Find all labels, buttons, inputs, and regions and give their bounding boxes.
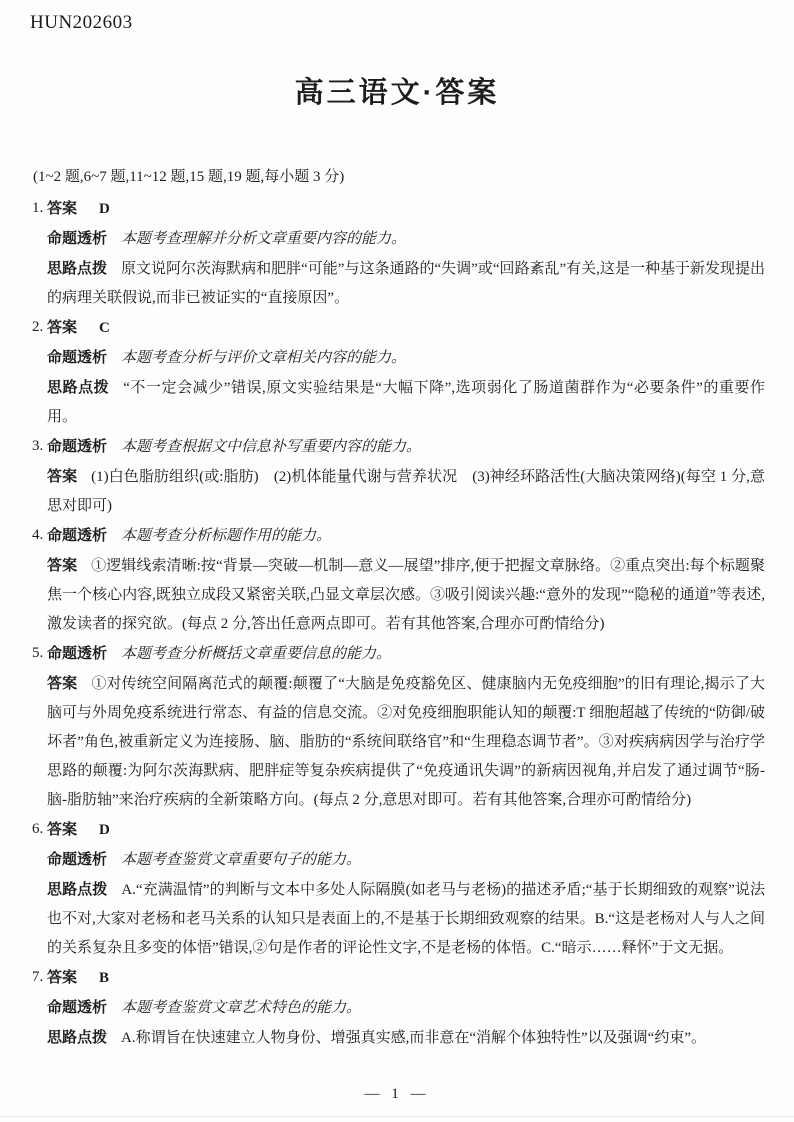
answer-label: 答案 xyxy=(47,557,78,574)
answer-body xyxy=(0,163,794,1053)
analysis-label: 命题透析 xyxy=(47,851,108,868)
analysis-line xyxy=(47,224,765,254)
analysis-text: 本题考查分析标题作用的能力。 xyxy=(121,528,332,544)
analysis-label: 命题透析 xyxy=(47,999,108,1016)
answer-line xyxy=(47,815,765,845)
answer-item-7 xyxy=(32,963,765,1053)
item-number: 1. xyxy=(32,200,44,216)
guidance-label: 思路点拨 xyxy=(47,881,108,898)
analysis-line xyxy=(47,639,765,669)
analysis-label: 命题透析 xyxy=(47,645,108,662)
answer-items xyxy=(32,194,765,1053)
answer-text: (1)白色脂肪组织(或:脂肪) (2)机体能量代谢与营养状况 (3)神经环路活性(大脑决策网络)(每空 1 分,意思对即可) xyxy=(47,469,765,514)
document-code: HUN202603 xyxy=(30,12,133,33)
guidance-line xyxy=(47,875,765,963)
analysis-text: 本题考查鉴赏文章艺术特色的能力。 xyxy=(121,1000,362,1016)
scan-edge-line xyxy=(0,1116,794,1117)
guidance-text: A.“充满温情”的判断与文本中多处人际隔膜(如老马与老杨)的描述矛盾;“基于长期细致的观察”说法也不对,大家对老杨和老马关系的认知只是表面上的,不是基于长期细致观察的结果。B.“这是老杨对人与人之间的关系复杂且多变的体悟”错误,②句是作者的评论性文字,不是老杨的体悟。C.“暗示……释怀”于文无据。 xyxy=(47,882,765,956)
guidance-text: “不一定会减少”错误,原文实验结果是“大幅下降”,选项弱化了肠道菌群作为“必要条件”的重要作用。 xyxy=(47,380,765,425)
answer-text: ①逻辑线索清晰:按“背景—突破—机制—意义—展望”排序,便于把握文章脉络。②重点突出:每个标题聚焦一个核心内容,既独立成段又紧密关联,凸显文章层次感。③吸引阅读兴趣:“意外的发现”“隐秘的通道”等表述,激发读者的探究欲。(每点 2 分,答出任意两点即可。若有其他答案,合理亦可酌情给分) xyxy=(47,558,765,632)
answer-choice: D xyxy=(99,201,111,217)
guidance-line xyxy=(47,254,765,313)
answer-line xyxy=(47,669,765,815)
answer-label: 答案 xyxy=(47,468,78,485)
item-number: 7. xyxy=(32,969,44,985)
item-number: 4. xyxy=(32,527,44,543)
answer-text: ①对传统空间隔离范式的颠覆:颠覆了“大脑是免疫豁免区、健康脑内无免疫细胞”的旧有理论,揭示了大脑可与外周免疫系统进行常态、有益的信息交流。②对免疫细胞职能认知的颠覆:T 细胞超越了传统的“防御/破坏者”角色,被重新定义为连接肠、脑、脂肪的“系统间联络官”和“生理稳态调节者”。③对疾病病因学与治疗学思路的颠覆:为阿尔茨海默病、肥胖症等复杂疾病提供了“免疫通讯失调”的新病因视角,并启发了通过调节“肠-脑-脂肪轴”来治疗疾病的全新策略方向。(每点 2 分,意思对即可。若有其他答案,合理亦可酌情给分) xyxy=(47,676,765,808)
answer-label: 答案 xyxy=(47,319,78,336)
guidance-label: 思路点拨 xyxy=(47,1029,108,1046)
analysis-label: 命题透析 xyxy=(47,230,108,247)
item-number: 3. xyxy=(32,438,44,454)
analysis-text: 本题考查理解并分析文章重要内容的能力。 xyxy=(121,231,407,247)
answer-choice: D xyxy=(99,822,111,838)
answer-item-5 xyxy=(32,639,765,815)
guidance-line xyxy=(47,373,765,432)
analysis-label: 命题透析 xyxy=(47,349,108,366)
guidance-label: 思路点拨 xyxy=(47,379,110,396)
analysis-text: 本题考查分析概括文章重要信息的能力。 xyxy=(121,646,392,662)
page-number: — 1 — xyxy=(364,1086,430,1102)
guidance-line xyxy=(47,1023,765,1053)
answer-label: 答案 xyxy=(47,821,78,838)
answer-line xyxy=(47,462,765,521)
answer-item-1 xyxy=(32,194,765,313)
analysis-label: 命题透析 xyxy=(47,438,108,455)
analysis-line xyxy=(47,343,765,373)
answer-label: 答案 xyxy=(47,200,78,217)
answer-item-6 xyxy=(32,815,765,963)
analysis-line xyxy=(47,845,765,875)
answer-item-4 xyxy=(32,521,765,639)
analysis-label: 命题透析 xyxy=(47,527,108,544)
answer-choice: C xyxy=(99,320,111,336)
item-number: 6. xyxy=(32,821,44,837)
guidance-text: 原文说阿尔茨海默病和肥胖“可能”与这条通路的“失调”或“回路紊乱”有关,这是一种基于新发现提出的病理关联假说,而非已被证实的“直接原因”。 xyxy=(47,261,765,306)
answer-label: 答案 xyxy=(47,675,78,692)
analysis-line xyxy=(47,432,765,462)
scoring-note: (1~2 题,6~7 题,11~12 题,15 题,19 题,每小题 3 分) xyxy=(33,169,345,185)
item-number: 5. xyxy=(32,645,44,661)
guidance-label: 思路点拨 xyxy=(47,260,108,277)
analysis-text: 本题考查根据文中信息补写重要内容的能力。 xyxy=(121,439,422,455)
answer-line xyxy=(47,963,765,993)
answer-choice: B xyxy=(99,970,111,986)
analysis-line xyxy=(47,521,765,551)
guidance-text: A.称谓旨在快速建立人物身份、增强真实感,而非意在“消解个体独特性”以及强调“约束”。 xyxy=(121,1030,706,1046)
analysis-line xyxy=(47,993,765,1023)
answer-line xyxy=(47,551,765,639)
answer-line xyxy=(47,194,765,224)
item-number: 2. xyxy=(32,319,44,335)
answer-item-2 xyxy=(32,313,765,432)
answer-line xyxy=(47,313,765,343)
answer-item-3 xyxy=(32,432,765,521)
analysis-text: 本题考查鉴赏文章重要句子的能力。 xyxy=(121,852,362,868)
answer-label: 答案 xyxy=(47,969,78,986)
page-title: 高三语文·答案 xyxy=(294,77,500,109)
analysis-text: 本题考查分析与评价文章相关内容的能力。 xyxy=(121,350,407,366)
